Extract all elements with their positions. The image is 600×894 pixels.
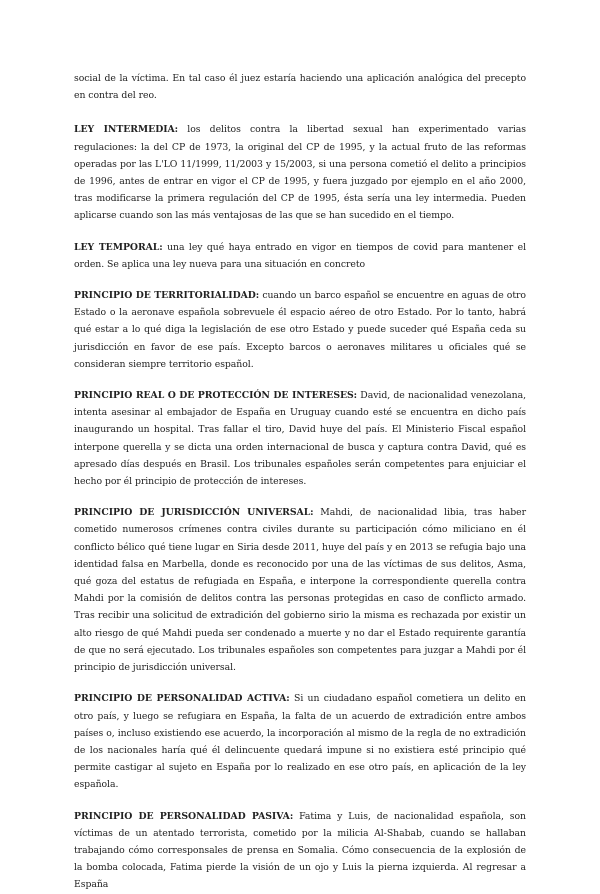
paragraph-heading: PRINCIPIO DE PERSONALIDAD PASIVA: (74, 810, 294, 822)
paragraph-jurisdiccion-universal (74, 504, 526, 676)
paragraph-text: los delitos contra la libertad sexual han experimentado varias regulaciones: la del CP de 1973, la original del CP de 1995, y la actual fruto de las reformas operadas por las L'LO 11/1999, 11/2003 y 15/2003, si una persona cometió el delito a principios de 1996, antes de entrar en vigor el CP de 1995, y fuera juzgado por ejemplo en el año 2000, tras modificarse la primera regulación del CP de 1995, ésta sería una ley intermedia. Pueden aplicarse cuando son las más ventajosas de las que se han sucedido en el tiempo. (74, 124, 526, 222)
paragraph-ley-temporal (74, 239, 526, 273)
paragraph-ley-intermedia (74, 121, 526, 224)
paragraph-heading: LEY TEMPORAL: (74, 241, 163, 253)
paragraph-personalidad-pasiva (74, 808, 526, 894)
paragraph-text: Mahdi, de nacionalidad libia, tras haber cometido numerosos crímenes contra civiles durante su participación cómo miliciano en él conflicto bélico qué tiene lugar en Siria desde 2011, huye del país y en 2013 se refugia bajo una identidad falsa en Marbella, donde es reconocido por una de las víctimas de sus delitos, Asma, qué goza del estatus de refugiada en España, e interpone la correspondiente querella contra Mahdi por la comisión de delitos contra las personas protegidas en caso de conflicto armado. Tras recibir una solicitud de extradición del gobierno sirio la misma es rechazada por existir un alto riesgo de qué Mahdi pueda ser condenado a muerte y no dar el Estado requirente garantía de que no será ejecutado. Los tribunales españoles son competentes para juzgar a Mahdi por él principio de jurisdicción universal. (74, 507, 526, 674)
paragraph-proteccion-intereses (74, 387, 526, 490)
paragraph-heading: PRINCIPIO DE TERRITORIALIDAD: (74, 290, 260, 302)
paragraph-text: Fatima y Luis, de nacionalidad española, son víctimas de un atentado terrorista, cometido por la milicia Al-Shabab, cuando se hallaban trabajando cómo corresponsales de prensa en Somalia. Cómo consecuencia de la explosión de la bomba colocada, Fatima pierde la visión de un ojo y Luis la pierna izquierda. Al regresar a España (74, 810, 526, 891)
paragraph-heading: PRINCIPIO REAL O DE PROTECCIÓN DE INTERESES: (74, 390, 358, 402)
paragraph-text: una ley qué haya entrado en vigor en tiempos de covid para mantener el orden. Se aplica una ley nueva para una situación en concreto (74, 241, 526, 270)
paragraph-heading: PRINCIPIO DE JURISDICCIÓN UNIVERSAL: (74, 507, 314, 519)
paragraph-heading: LEY INTERMEDIA: (74, 124, 179, 136)
paragraph-personalidad-activa (74, 690, 526, 793)
paragraph-text: David, de nacionalidad venezolana, intenta asesinar al embajador de España en Uruguay cuando esté se encuentra en dicho país inaugurando un hospital. Tras fallar el tiro, David huye del país. El Ministerio Fiscal español interpone querella y se dicta una orden internacional de busca y captura contra David, qué es apresado días después en Brasil. Los tribunales españoles serán competentes para enjuiciar el hecho por él principio de protección de intereses. (74, 390, 526, 488)
paragraph-text: social de la víctima. En tal caso él juez estaría haciendo una aplicación analógica del precepto en contra del reo. (74, 73, 526, 102)
paragraph-text: cuando un barco español se encuentre en aguas de otro Estado o la aeronave española sobrevuele él espacio aéreo de otro Estado. Por lo tanto, habrá qué estar a lo qué diga la legislación de ese otro Estado y puede suceder qué España ceda su jurisdicción en favor de ese país. Excepto barcos o aeronaves militares u oficiales qué se consideran siempre territorio español. (74, 290, 526, 370)
paragraph-territorialidad (74, 287, 526, 373)
paragraph-text: Si un ciudadano español cometiera un delito en otro país, y luego se refugiara en España, la falta de un acuerdo de extradición entre ambos países o, incluso existiendo ese acuerdo, la incorporación al mismo de la regla de no extradición de los nacionales haría qué él delincuente quedará impune si no existiera esté principio qué permite castigar al sujeto en España por lo realizado en ese otro país, en aplicación de la ley española. (74, 693, 526, 791)
paragraph-continuation (74, 70, 526, 104)
paragraph-heading: PRINCIPIO DE PERSONALIDAD ACTIVA: (74, 693, 290, 705)
